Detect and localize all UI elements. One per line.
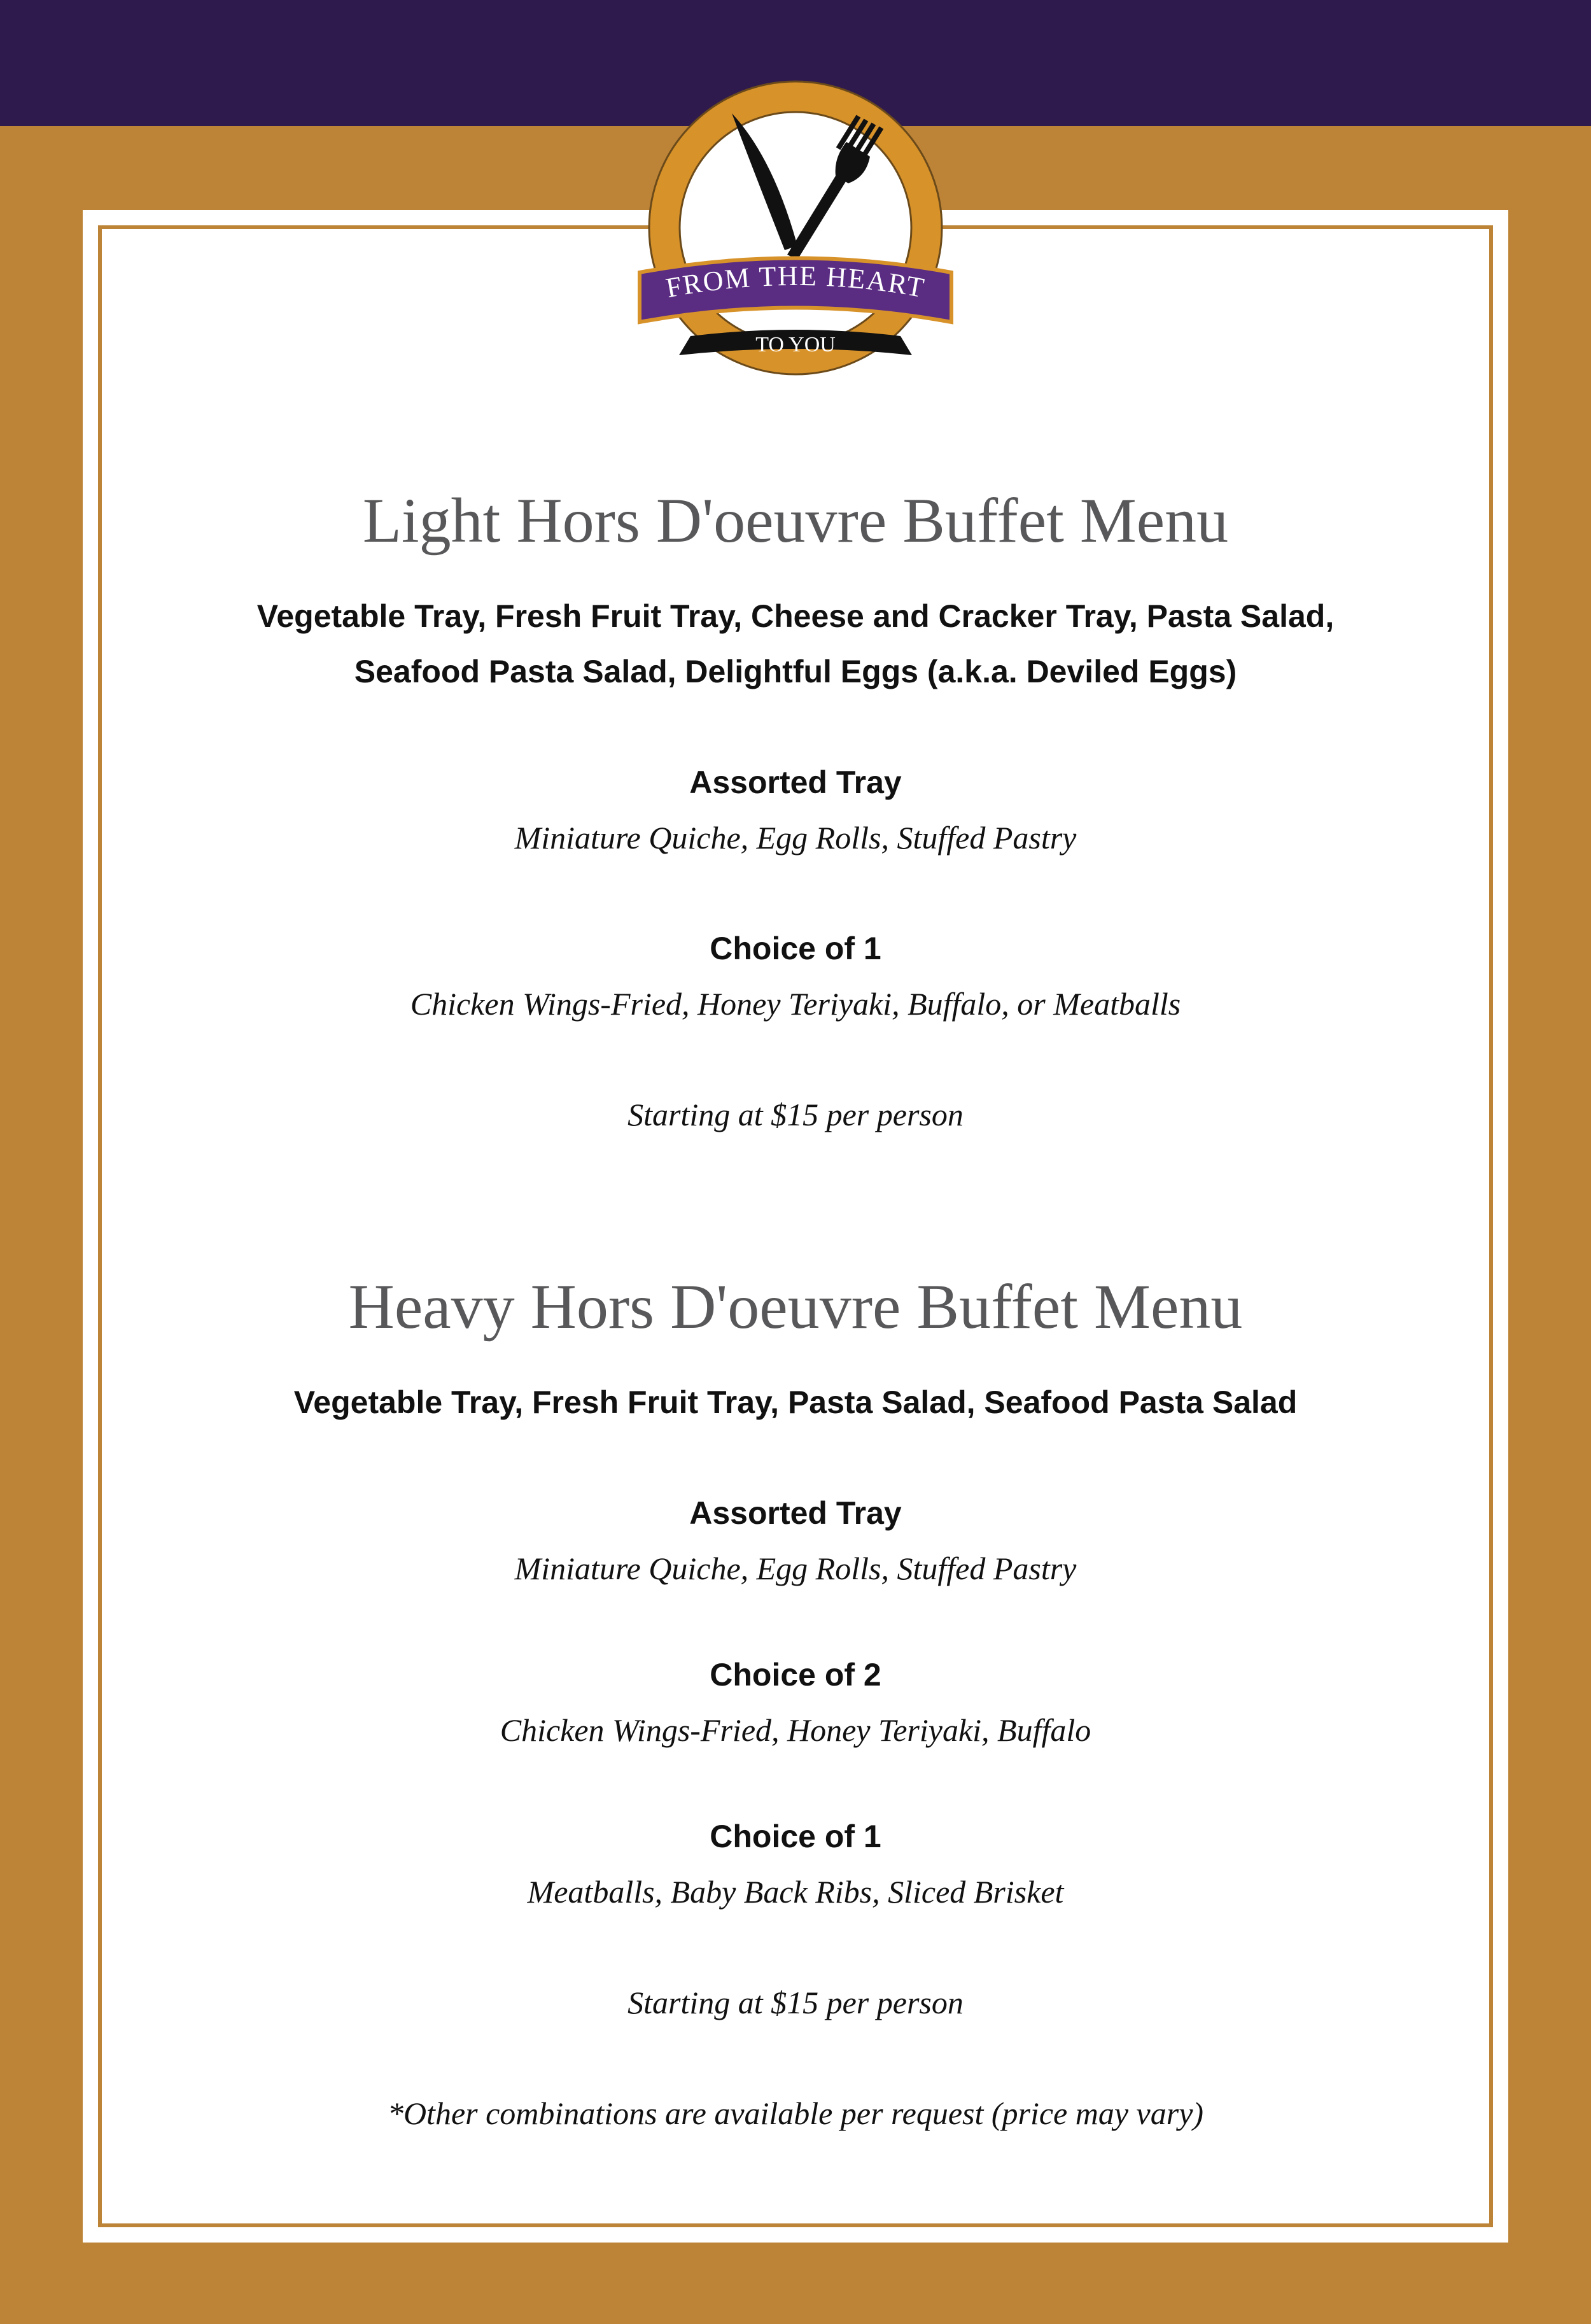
light-menu-title: Light Hors D'oeuvre Buffet Menu [362, 485, 1229, 556]
light-menu-intro-line-1: Vegetable Tray, Fresh Fruit Tray, Cheese and Cracker Tray, Pasta Salad, [256, 598, 1335, 634]
heavy-choice-1-heading: Choice of 1 [710, 1819, 881, 1854]
heavy-menu-title: Heavy Hors D'oeuvre Buffet Menu [348, 1271, 1243, 1342]
footnote: *Other combinations are available per request (price may vary) [387, 2095, 1204, 2131]
light-menu-intro-line-2: Seafood Pasta Salad, Delightful Eggs (a.k.a. Deviled Eggs) [354, 654, 1237, 689]
light-choice-items: Chicken Wings-Fried, Honey Teriyaki, Buffalo, or Meatballs [410, 986, 1181, 1022]
heavy-menu-intro: Vegetable Tray, Fresh Fruit Tray, Pasta Salad, Seafood Pasta Salad [293, 1384, 1298, 1420]
logo-banner-text: FROM THE HEART [663, 260, 928, 304]
logo-sub-text: TO YOU [755, 333, 836, 356]
light-choice-heading: Choice of 1 [710, 931, 881, 966]
light-assorted-items: Miniature Quiche, Egg Rolls, Stuffed Pastry [514, 820, 1077, 856]
menu-content [83, 484, 1508, 2141]
light-assorted-heading: Assorted Tray [689, 764, 902, 800]
heavy-menu-section [83, 1270, 1508, 2141]
brand-logo [620, 69, 971, 400]
heavy-assorted-items: Miniature Quiche, Egg Rolls, Stuffed Pastry [514, 1551, 1077, 1586]
heavy-choice-2-items: Chicken Wings-Fried, Honey Teriyaki, Buffalo [500, 1712, 1091, 1748]
heavy-assorted-heading: Assorted Tray [689, 1495, 902, 1531]
light-menu-section [83, 484, 1508, 1143]
light-menu-price: Starting at $15 per person [627, 1097, 964, 1132]
heavy-menu-price: Starting at $15 per person [627, 1985, 964, 2020]
heavy-choice-2-heading: Choice of 2 [710, 1657, 881, 1693]
heavy-choice-1-items: Meatballs, Baby Back Ribs, Sliced Brisket [527, 1874, 1064, 1910]
logo-graphic [620, 69, 971, 400]
